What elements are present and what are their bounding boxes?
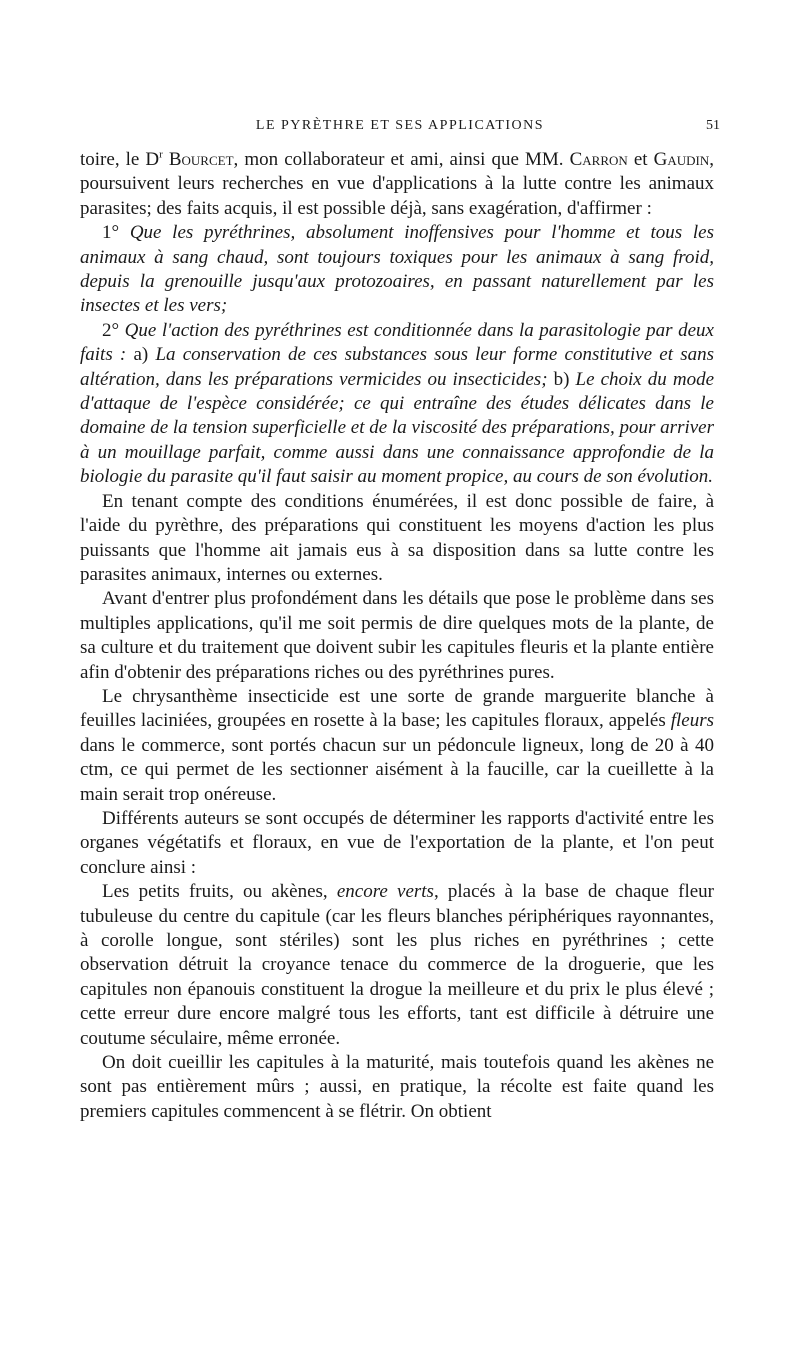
paragraph: On doit cueillir les capitules à la maturité, mais toutefois quand les akènes ne sont pas entièrement mûrs ; aussi, en pratique, la récolte est faite quand les premiers capitules commencent à se flétrir. On obtient (80, 1052, 714, 1122)
paragraph: En tenant compte des conditions énumérées, il est donc possible de faire, à l'aide du pyrèthre, des préparations qui constituent les moyens d'action les plus puissants que l'homme ait jamais eus à sa disposition dans sa lutte contre les parasites animaux, internes ou externes. (80, 490, 714, 585)
running-title: LE PYRÈTHRE ET SES APPLICATIONS (255, 118, 545, 133)
paragraph: Avant d'entrer plus profondément dans les détails que pose le problème dans ses multiples applications, qu'il me soit permis de dire quelques mots de la plante, de sa culture et du traitement que doivent subir les capitules fleuris et la plante entière afin d'obtenir des préparations riches ou des pyréthrines pures. (80, 588, 714, 683)
text-run: Le chrysanthème insecticide est une sorte de grande marguerite blanche à feuilles laciniées, groupées en rosette à la base; les capitules floraux, appelés (80, 685, 714, 732)
author-name-bourcet: Bourcet (168, 149, 234, 170)
author-name-gaudin: Gaudin (653, 149, 710, 170)
italic-term: fleurs (670, 710, 714, 732)
point-text: Que l'action des pyréthrines est conditionnée dans la parasitologie par deux faits : (80, 319, 714, 366)
sub-point-a: La conservation de ces substances sous leur forme constitutive et sans altération, dans les préparations vermicides ou insecticides; (80, 344, 714, 390)
sub-label-b: b) (553, 368, 570, 390)
text-run: Les petits fruits, ou akènes, (102, 881, 328, 903)
text-run: , mon collaborateur et ami, ainsi que MM. (233, 149, 564, 170)
page-body (80, 148, 714, 1124)
paragraph (80, 880, 714, 1051)
paragraph: Différents auteurs se sont occupés de déterminer les rapports d'activité entre les organes végétatifs et floraux, en vue de l'exportation de la plante, et l'on peut conclure ainsi : (80, 807, 714, 878)
text-run: dans le commerce, sont portés chacun sur un pédoncule ligneux, long de 20 à 40 ctm, ce qui permet de les sectionner aisément à la faucille, car la cueillette à la main serait trop onéreuse. (80, 734, 714, 805)
superscript: r (159, 148, 163, 161)
point-number: 2° (102, 319, 120, 341)
text-run: et (633, 149, 648, 170)
paragraph (80, 685, 714, 807)
text-run: , poursuivent leurs recherches en vue d'applications à la lutte contre les animaux parasites; des faits acquis, il est possible déjà, sans exagération, d'affirmer : (80, 149, 714, 219)
author-name-carron: Carron (569, 149, 628, 170)
sub-label-a: a) (133, 344, 149, 366)
sub-point-b: Le choix du mode d'attaque de l'espèce considérée; ce qui entraîne des études délicates dans le domaine de la tension superficielle et de la viscosité des préparations, pour arriver à un mouillage parfait, comme aussi dans une connaissance approfondie de la biologie du parasite qu'il faut saisir au moment propice, au cours de son évolution. (80, 368, 715, 488)
point-text: Que les pyréthrines, absolument inoffensives pour l'homme et tous les animaux à sang chaud, sont toujours toxiques pour les animaux à sang froid, depuis la grenouille jusqu'aux protozoaires, en passant naturellement par les insectes et les vers; (80, 222, 715, 317)
page-number: 51 (706, 118, 720, 133)
numbered-point-1 (80, 221, 714, 319)
text-run: toire, le D (80, 149, 160, 170)
text-run: , placés à la base de chaque fleur tubuleuse du centre du capitule (car les fleurs blanches périphériques rayonnantes, à corolle longue, sont stériles) sont les plus riches en pyréthrines ; cette observation détruit la croyance tenace du commerce de la droguerie, que les capitules non épanouis constituent la drogue la meilleure et du prix le plus élevé ; cette erreur dure encore malgré tous les efforts, tant est difficile à détruire une coutume séculaire, même erronée. (80, 881, 714, 1049)
point-number: 1° (102, 222, 120, 244)
italic-term: encore verts (336, 881, 434, 903)
numbered-point-2 (80, 319, 714, 490)
paragraph-continuation (80, 148, 714, 221)
page-header (80, 118, 720, 138)
